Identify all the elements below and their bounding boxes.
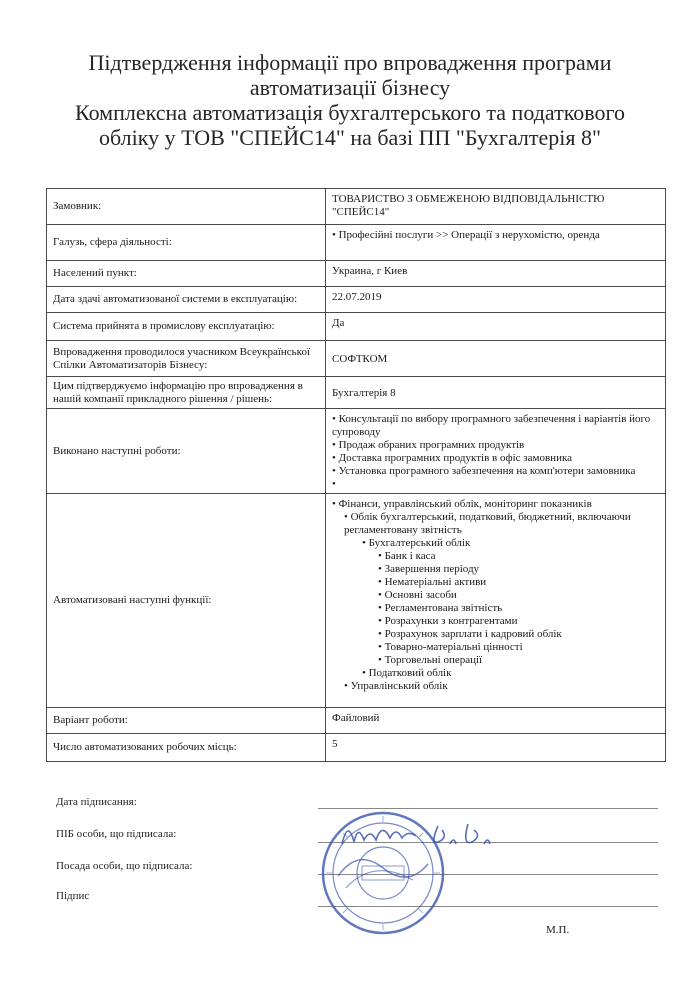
function-item: • Розрахунки з контрагентами (332, 615, 659, 628)
row-commission-date (47, 287, 666, 313)
row-value (326, 409, 666, 494)
document-title (40, 50, 660, 150)
signer-position-label: Посада особи, що підписала: (56, 860, 193, 872)
row-value (326, 494, 666, 708)
works-item: • Продаж обраних програмних продуктів (332, 439, 659, 452)
row-functions (47, 494, 666, 708)
title-line-2: автоматизації бізнесу (249, 75, 451, 100)
row-label: Система прийнята в промислову експлуатацію: (47, 313, 326, 341)
function-item: • Податковий облік (332, 667, 659, 680)
row-label: Населений пункт: (47, 261, 326, 287)
signature-label: Підпис (56, 890, 90, 902)
row-label: Замовник: (47, 189, 326, 225)
works-list (332, 413, 659, 491)
function-item: • Основні засоби (332, 589, 659, 602)
row-value: Да (326, 313, 666, 341)
row-value: Украина, г Киев (326, 261, 666, 287)
row-value: Бухгалтерія 8 (326, 377, 666, 409)
title-line-4: обліку у ТОВ "СПЕЙС14" на базі ПП "Бухгалтерія 8" (98, 125, 602, 150)
function-item: • Завершення періоду (332, 563, 659, 576)
function-item: • Регламентована звітність (332, 602, 659, 615)
signing-date-label: Дата підписання: (56, 796, 137, 808)
row-solution (47, 377, 666, 409)
row-label: Автоматизовані наступні функції: (47, 494, 326, 708)
function-item: • Розрахунок зарплати і кадровий облік (332, 628, 659, 641)
handwritten-signature-icon (338, 814, 508, 854)
works-item: • Доставка програмних продуктів в офіс замовника (332, 452, 659, 465)
functions-list (332, 498, 659, 693)
row-works (47, 409, 666, 494)
seal-mark: М.П. (546, 924, 570, 936)
works-item (332, 478, 659, 491)
works-item: • Установка програмного забезпечення на комп'ютери замовника (332, 465, 659, 478)
signer-name-label: ПІБ особи, що підписала: (56, 828, 177, 840)
info-table (46, 188, 666, 762)
row-implementer (47, 341, 666, 377)
row-value (326, 189, 666, 225)
works-item: • Консультації по вибору програмного забезпечення і варіантів його супроводу (332, 413, 659, 439)
row-accepted (47, 313, 666, 341)
row-label: Цим підтверджуємо інформацію про впровадження в нашій компанії прикладного рішення / рішень: (47, 377, 326, 409)
row-customer (47, 189, 666, 225)
row-value: 22.07.2019 (326, 287, 666, 313)
customer-name-quoted: "СПЕЙС14" (332, 206, 390, 218)
row-value: Файловий (326, 708, 666, 734)
row-label: Дата здачі автоматизованої системи в експлуатацію: (47, 287, 326, 313)
row-value: СОФТКОМ (326, 341, 666, 377)
title-line-1: Підтвердження інформації про впровадження програми (88, 50, 612, 75)
function-item: • Торговельні операції (332, 654, 659, 667)
customer-name: ТОВАРИСТВО З ОБМЕЖЕНОЮ ВІДПОВІДАЛЬНІСТЮ (332, 193, 605, 205)
row-locality (47, 261, 666, 287)
function-item: • Облік бухгалтерський, податковий, бюджетний, включаючи регламентовану звітність (332, 511, 659, 537)
row-label: Варіант роботи: (47, 708, 326, 734)
function-item: • Нематеріальні активи (332, 576, 659, 589)
row-label: Впровадження проводилося учасником Всеукраїнської Спілки Автоматизаторів Бізнесу: (47, 341, 326, 377)
function-item: • Товарно-матеріальні цінності (332, 641, 659, 654)
row-industry (47, 225, 666, 261)
function-item: • Управлінський облік (332, 680, 659, 693)
function-item: • Фінанси, управлінський облік, моніторинг показників (332, 498, 659, 511)
row-value: • Професійні послуги >> Операції з нерухомістю, оренда (326, 225, 666, 261)
row-workplaces (47, 734, 666, 762)
title-line-3: Комплексна автоматизація бухгалтерського та податкового (75, 100, 625, 125)
row-label: Виконано наступні роботи: (47, 409, 326, 494)
function-item: • Банк і каса (332, 550, 659, 563)
row-label: Галузь, сфера діяльності: (47, 225, 326, 261)
row-value: 5 (326, 734, 666, 762)
row-mode (47, 708, 666, 734)
function-item: • Бухгалтерський облік (332, 537, 659, 550)
row-label: Число автоматизованих робочих місць: (47, 734, 326, 762)
